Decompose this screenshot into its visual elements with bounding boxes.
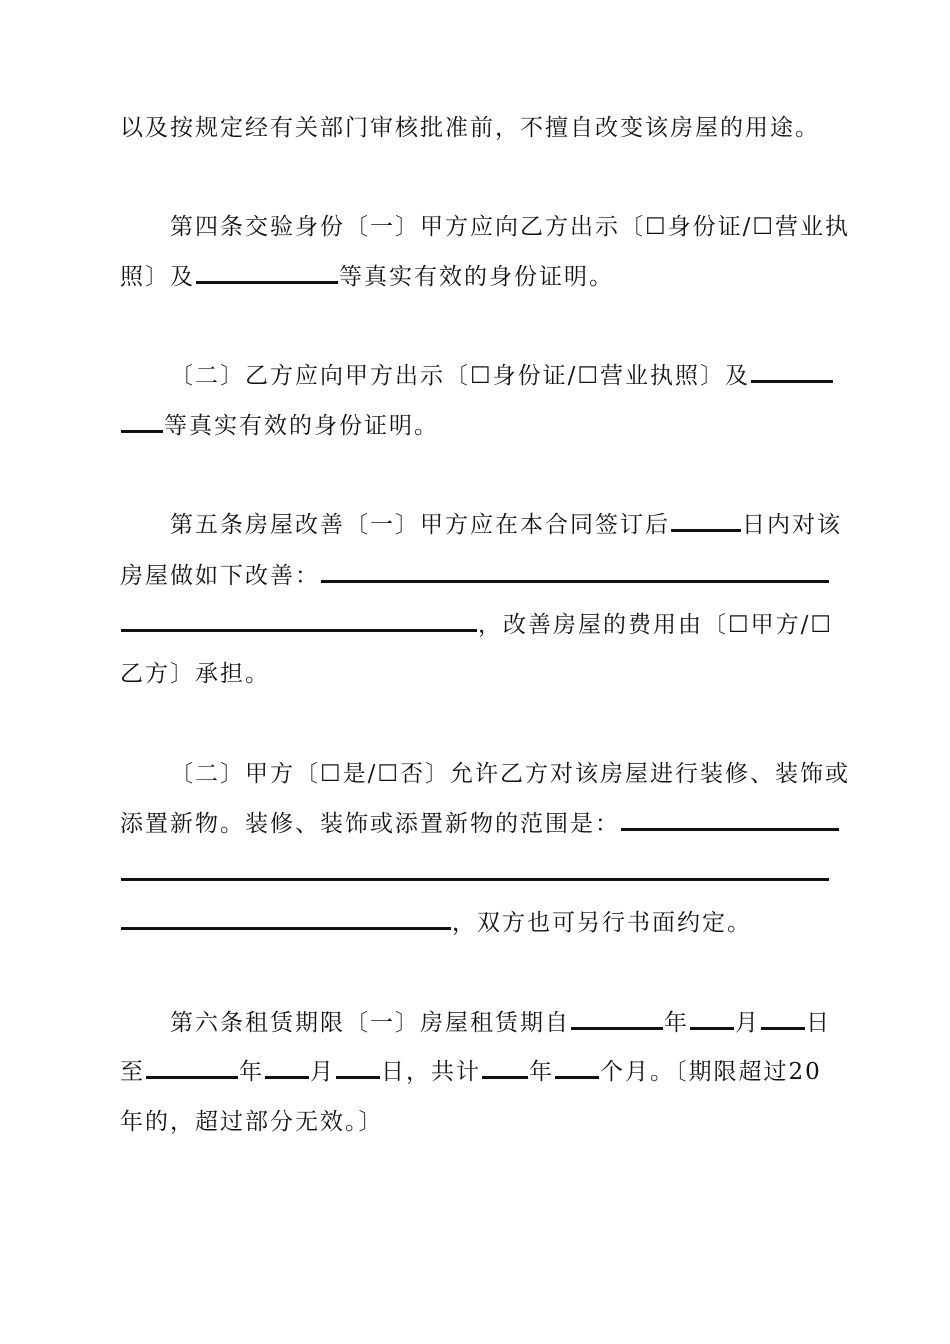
text: ，改善房屋的费用由〔☐甲方/☐ [478,612,833,638]
text: 照〕及 [120,264,195,290]
text: 个月。〔期限超过20 [600,1059,822,1085]
text: 月 [310,1059,335,1085]
article-5-p1-line-4 [120,659,270,689]
text: 〔二〕乙方应向甲方出示〔☐身份证/☐营业执照〕及 [170,363,750,389]
article-5-p2-line-4 [120,908,752,938]
fill-blank[interactable] [336,1058,380,1079]
article-6-line-3 [120,1107,384,1137]
text: 日，共计 [381,1059,481,1085]
fill-blank[interactable] [555,1058,599,1079]
fill-blank[interactable] [121,860,829,881]
fill-blank[interactable] [761,1009,805,1030]
text: 以及按规定经有关部门审核批准前，不擅自改变该房屋的用途。 [120,115,820,141]
text: 添置新物。装修、装饰或添置新物的范围是： [120,811,620,837]
text: 日 [806,1010,831,1036]
fill-blank[interactable] [146,1058,238,1079]
article-5-p2-line-1 [170,759,850,789]
text: 日内对该 [742,512,842,538]
text: 年 [239,1059,264,1085]
article-5-p2-line-3 [120,859,830,889]
text: 房屋做如下改善： [120,563,320,589]
article-6-line-2 [120,1057,822,1087]
fill-blank[interactable] [751,362,833,383]
fill-blank[interactable] [621,810,839,831]
text: 等真实有效的身份证明。 [164,413,439,439]
fill-blank[interactable] [265,1058,309,1079]
fill-blank[interactable] [671,511,741,532]
fill-blank[interactable] [121,412,163,433]
text: 年 [664,1010,689,1036]
text: ，双方也可另行书面约定。 [452,910,752,936]
article-6-line-1 [170,1008,831,1038]
text: 至 [120,1059,145,1085]
fill-blank[interactable] [321,562,829,583]
article-5-p1-line-3 [120,610,833,640]
article-5-p1-line-1 [170,510,842,540]
text: 年 [529,1059,554,1085]
fill-blank[interactable] [482,1058,528,1079]
fill-blank[interactable] [121,611,477,632]
text: 〔二〕甲方〔☐是/☐否〕允许乙方对该房屋进行装修、装饰或 [170,761,850,787]
fill-blank[interactable] [121,909,451,930]
text: 年的，超过部分无效。〕 [120,1109,384,1135]
fill-blank[interactable] [571,1009,663,1030]
article-4-p1-line-1 [170,212,850,242]
article-5-p2-line-2 [120,809,840,839]
text: 等真实有效的身份证明。 [339,264,614,290]
text: 第四条交验身份〔一〕甲方应向乙方出示〔☐身份证/☐营业执 [170,214,850,240]
text: 月 [735,1010,760,1036]
article-4-p1-line-2 [120,262,614,292]
fill-blank[interactable] [690,1009,734,1030]
fill-blank[interactable] [196,263,338,284]
article-4-p2-line-1 [170,361,834,391]
article-5-p1-line-2 [120,561,830,591]
text: 第五条房屋改善〔一〕甲方应在本合同签订后 [170,512,670,538]
article-3-line-1 [120,113,820,143]
text: 乙方〕承担。 [120,661,270,687]
text: 第六条租赁期限〔一〕房屋租赁期自 [170,1010,570,1036]
article-4-p2-line-2 [120,411,439,441]
